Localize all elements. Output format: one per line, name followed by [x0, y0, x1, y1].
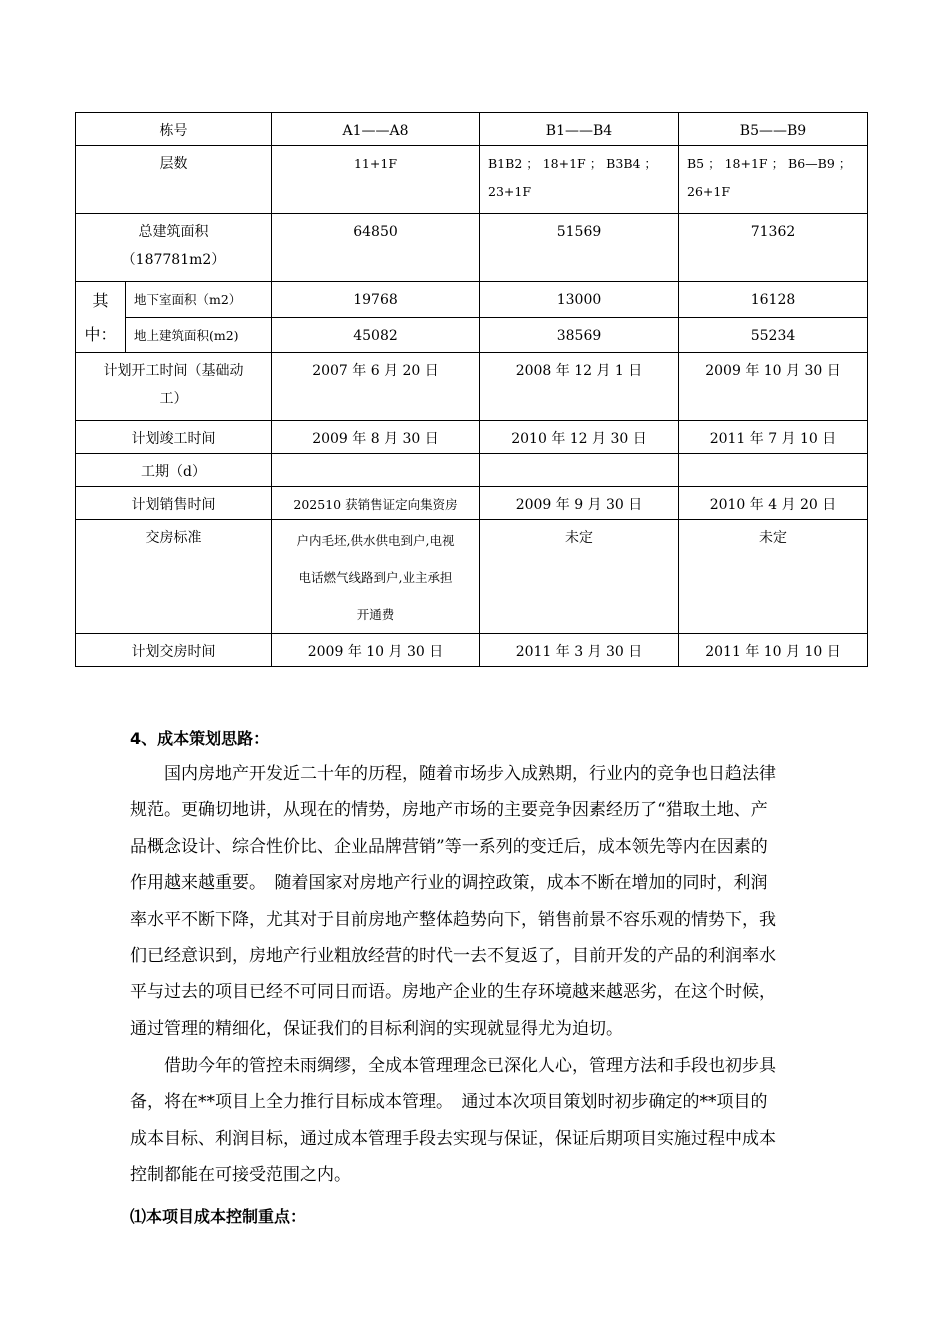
table-row-completion-time [76, 421, 868, 454]
cell-line: （187781m2） [121, 252, 226, 268]
cell-a: 2009 年 10 月 30 日 [272, 634, 480, 667]
cell-label [76, 353, 272, 421]
cell-a: 64850 [272, 214, 480, 282]
cell-a: 19768 [272, 282, 480, 318]
paragraph-line: 规范。更确切地讲，从现在的情势，房地产市场的主要竞争因素经历了“猎取土地、产 [130, 800, 768, 821]
cell-a [272, 520, 480, 634]
table-row-sales-time [76, 487, 868, 520]
cell-line: 户内毛坯,供水供电到户,电视 [296, 533, 455, 548]
cell-line: 总建筑面积 [138, 224, 209, 240]
cell-label: 工期（d） [76, 454, 272, 487]
cell-b1: 2011 年 3 月 30 日 [480, 634, 679, 667]
cell-a: 202510 获销售证定向集资房 [272, 487, 480, 520]
table-row-delivery-standard [76, 520, 868, 634]
cell-b5: 71362 [679, 214, 868, 282]
cell-b1 [480, 454, 679, 487]
cell-a: 2009 年 8 月 30 日 [272, 421, 480, 454]
cell-b1: 38569 [480, 317, 679, 353]
paragraph-line: 备，将在**项目上全力推行目标成本管理。 通过本次项目策划时初步确定的**项目的 [130, 1092, 768, 1113]
cell-b5: 55234 [679, 317, 868, 353]
table-row-start-time [76, 353, 868, 421]
cell-a: 11+1F [272, 146, 480, 214]
cell-label: 计划竣工时间 [76, 421, 272, 454]
cell-label: 栋号 [76, 113, 272, 146]
cell-b1: 51569 [480, 214, 679, 282]
table-row-floors [76, 146, 868, 214]
building-spec-table [75, 112, 868, 667]
paragraph-line: 控制都能在可接受范围之内。 [130, 1165, 351, 1186]
paragraph-line: 作用越来越重要。 随着国家对房地产行业的调控政策，成本不断在增加的同时，利润 [130, 873, 768, 894]
table-row-total-area [76, 214, 868, 282]
cell-b5: 16128 [679, 282, 868, 318]
cell-b5 [679, 454, 868, 487]
paragraph-line: 国内房地产开发近二十年的历程，随着市场步入成熟期，行业内的竞争也日趋法律 [164, 764, 776, 784]
cell-line: 其 [92, 291, 109, 310]
cell-b5: B5——B9 [679, 113, 868, 146]
paragraph-1 [130, 756, 860, 1047]
table-row-duration [76, 454, 868, 487]
table-row-delivery-time [76, 634, 868, 667]
paragraph-line: 借助今年的管控未雨绸缪，全成本管理理念已深化人心，管理方法和手段也初步具 [164, 1056, 776, 1076]
cell-label: 交房标准 [76, 520, 272, 634]
cell-b5 [679, 146, 868, 214]
subsection-heading: ⑴本项目成本控制重点： [130, 1207, 307, 1226]
cell-label: 层数 [76, 146, 272, 214]
paragraph-line: 成本目标、利润目标，通过成本管理手段去实现与保证，保证后期项目实施过程中成本 [130, 1128, 776, 1149]
cell-b5: 2011 年 10 月 10 日 [679, 634, 868, 667]
cell-label [76, 214, 272, 282]
cell-line: 计划开工时间（基础动 [103, 363, 244, 379]
paragraph-line: 们已经意识到，房地产行业粗放经营的时代一去不复返了，目前开发的产品的利润率水 [130, 946, 776, 967]
cell-label: 计划销售时间 [76, 487, 272, 520]
table-row-above-ground-area [76, 317, 868, 353]
table-row-header [76, 113, 868, 146]
cell-line: B1B2 ； 18+1F ； B3B4 ； [488, 156, 657, 171]
cell-label: 计划交房时间 [76, 634, 272, 667]
cell-b1 [480, 146, 679, 214]
cell-of-which-label [76, 282, 126, 353]
paragraph-line: 品概念设计、综合性价比、企业品牌营销”等一系列的变迁后，成本领先等内在因素的 [130, 836, 768, 857]
cell-line: B5 ； 18+1F ； B6—B9 ； [687, 156, 852, 171]
paragraph-2 [130, 1048, 860, 1194]
paragraph-line: 通过管理的精细化，保证我们的目标利润的实现就显得尤为迫切。 [130, 1018, 623, 1039]
cell-b1: 2008 年 12 月 1 日 [480, 353, 679, 421]
cell-a [272, 454, 480, 487]
cell-b1: 2010 年 12 月 30 日 [480, 421, 679, 454]
cell-b5: 未定 [679, 520, 868, 634]
cell-line: 开通费 [356, 607, 395, 622]
cell-b1: 未定 [480, 520, 679, 634]
cell-label: 地上建筑面积(m2) [126, 317, 272, 353]
paragraph-line: 率水平不断下降，尤其对于目前房地产整体趋势向下，销售前景不容乐观的情势下，我 [130, 909, 776, 930]
cell-b5: 2009 年 10 月 30 日 [679, 353, 868, 421]
cell-b5: 2011 年 7 月 10 日 [679, 421, 868, 454]
cell-label: 地下室面积（m2） [126, 282, 272, 318]
cell-b1: 13000 [480, 282, 679, 318]
section-heading: 4、成本策划思路： [130, 729, 270, 748]
cell-a: A1——A8 [272, 113, 480, 146]
table-row-basement-area [76, 282, 868, 318]
cell-a: 2007 年 6 月 20 日 [272, 353, 480, 421]
cell-b1: 2009 年 9 月 30 日 [480, 487, 679, 520]
cell-a: 45082 [272, 317, 480, 353]
cell-line: 23+1F [488, 184, 532, 199]
cell-b5: 2010 年 4 月 20 日 [679, 487, 868, 520]
cell-b1: B1——B4 [480, 113, 679, 146]
cell-line: 中： [84, 325, 117, 344]
cell-line: 26+1F [687, 184, 731, 199]
cell-line: 电话燃气线路到户,业主承担 [298, 570, 453, 585]
cell-line: 工） [159, 391, 188, 407]
paragraph-line: 平与过去的项目已经不可同日而语。房地产企业的生存环境越来越恶劣，在这个时候， [130, 982, 776, 1003]
